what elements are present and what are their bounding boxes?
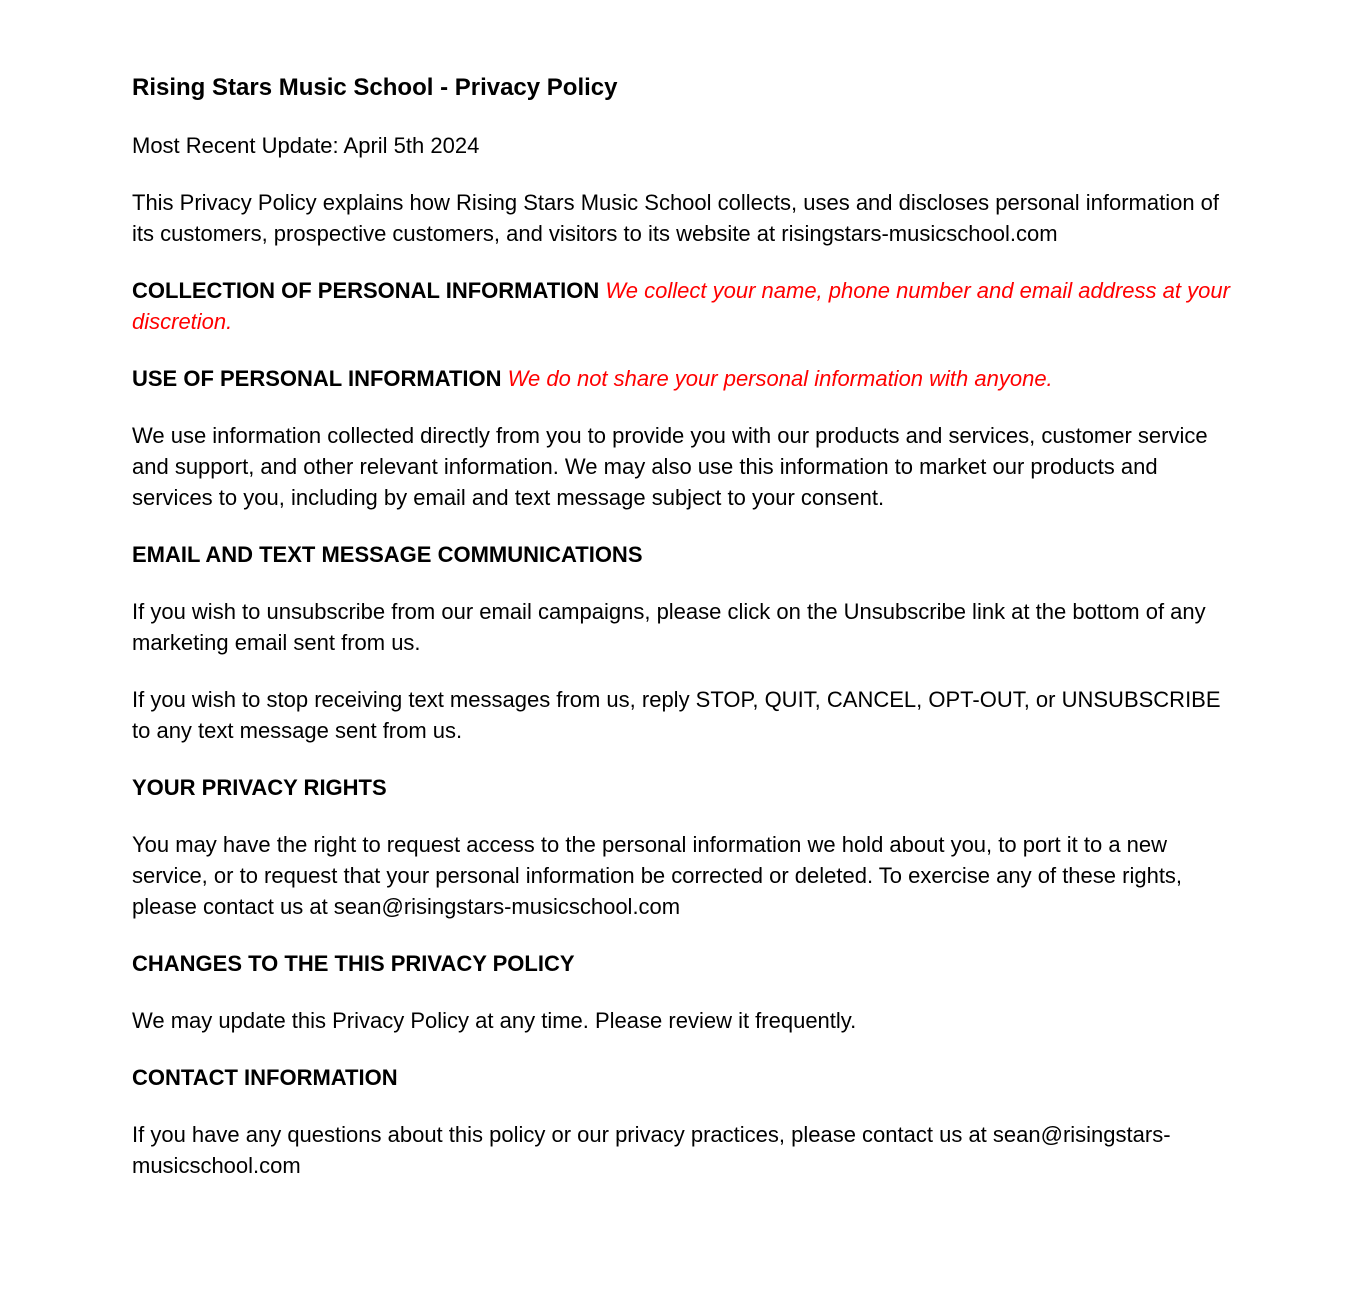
contact-heading: CONTACT INFORMATION — [132, 1065, 398, 1090]
rights-heading: YOUR PRIVACY RIGHTS — [132, 775, 387, 800]
email-unsubscribe-paragraph: If you wish to unsubscribe from our email campaigns, please click on the Unsubscribe link at the bottom of any marketing email sent from us. — [132, 599, 1206, 655]
collection-section — [132, 275, 1240, 337]
use-note: We do not share your personal information with anyone. — [507, 366, 1053, 391]
changes-paragraph: We may update this Privacy Policy at any time. Please review it frequently. — [132, 1008, 857, 1033]
privacy-policy-document — [132, 72, 1240, 1207]
rights-paragraph: You may have the right to request access to the personal information we hold about you, to port it to a new service, or to request that your personal information be corrected or deleted. To exercise any of these rights, please contact us at sean@risingstars-musicschool.com — [132, 832, 1183, 919]
use-heading: USE OF PERSONAL INFORMATION — [132, 366, 502, 391]
communications-heading: EMAIL AND TEXT MESSAGE COMMUNICATIONS — [132, 542, 643, 567]
text-unsubscribe-paragraph: If you wish to stop receiving text messages from us, reply STOP, QUIT, CANCEL, OPT-OUT, or UNSUBSCRIBE to any text message sent from us. — [132, 687, 1221, 743]
collection-note: We collect your name, phone number and email address at your discretion. — [132, 278, 1230, 334]
update-date: Most Recent Update: April 5th 2024 — [132, 133, 480, 158]
page-title: Rising Stars Music School - Privacy Policy — [132, 74, 618, 101]
contact-paragraph: If you have any questions about this policy or our privacy practices, please contact us at sean@risingstars-musicschool.com — [132, 1122, 1171, 1178]
use-section — [132, 363, 1240, 394]
changes-heading: CHANGES TO THE THIS PRIVACY POLICY — [132, 951, 575, 976]
intro-paragraph: This Privacy Policy explains how Rising Stars Music School collects, uses and discloses personal information of its customers, prospective customers, and visitors to its website at risingstars-musicschool.com — [132, 190, 1220, 246]
collection-heading: COLLECTION OF PERSONAL INFORMATION — [132, 278, 600, 303]
use-paragraph: We use information collected directly from you to provide you with our products and services, customer service and support, and other relevant information. We may also use this information to market our products and services to you, including by email and text message subject to your consent. — [132, 423, 1208, 510]
